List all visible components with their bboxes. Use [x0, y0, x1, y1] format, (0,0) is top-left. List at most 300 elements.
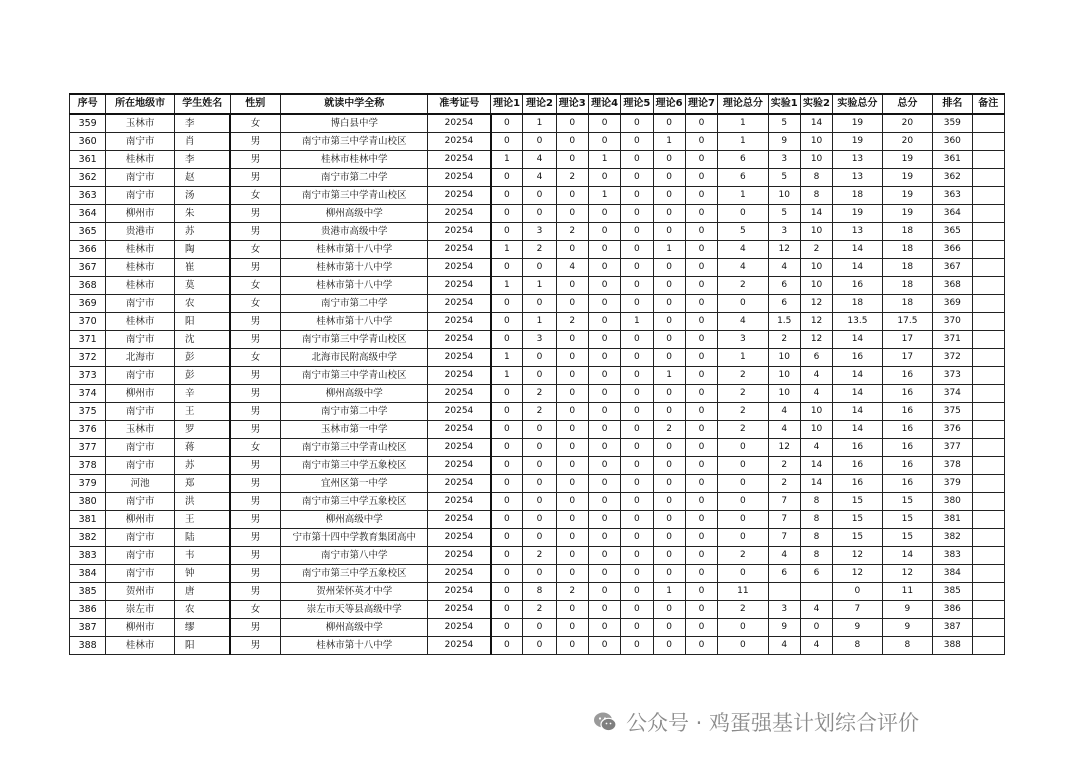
table-cell: 0 [588, 169, 620, 187]
table-cell: 0 [621, 205, 653, 223]
table-cell: 0 [491, 601, 523, 619]
table-cell: 0 [491, 205, 523, 223]
table-cell: 20254 [428, 619, 491, 637]
table-cell: 6 [718, 151, 768, 169]
table-cell: 15 [882, 511, 932, 529]
table-cell: 10 [768, 367, 800, 385]
table-row [70, 114, 1005, 133]
table-cell: 8 [800, 511, 832, 529]
table-cell: 柳州高级中学 [281, 511, 428, 529]
table-cell: 北海市民附高级中学 [281, 349, 428, 367]
table-cell: 陆 [175, 529, 231, 547]
table-cell: 1.5 [768, 313, 800, 331]
table-cell: 376 [70, 421, 106, 439]
table-cell: 2 [718, 385, 768, 403]
table-row [70, 583, 1005, 601]
table-cell: 17.5 [882, 313, 932, 331]
table-cell: 贺州荣怀英才中学 [281, 583, 428, 601]
table-cell: 1 [718, 349, 768, 367]
table-cell: 0 [653, 565, 685, 583]
table-cell: 380 [933, 493, 972, 511]
table-cell: 377 [70, 439, 106, 457]
table-cell: 0 [800, 619, 832, 637]
table-cell: 男 [230, 511, 280, 529]
table-cell: 14 [800, 475, 832, 493]
table-cell: 0 [491, 169, 523, 187]
table-cell: 0 [588, 637, 620, 655]
table-cell: 南宁市 [106, 169, 175, 187]
table-cell: 370 [70, 313, 106, 331]
table-cell: 崔 [175, 259, 231, 277]
table-cell: 0 [491, 475, 523, 493]
table-cell: 10 [800, 421, 832, 439]
table-cell: 1 [653, 133, 685, 151]
table-cell: 2 [768, 331, 800, 349]
table-cell: 360 [933, 133, 972, 151]
column-header: 理论总分 [718, 94, 768, 114]
table-cell: 4 [800, 367, 832, 385]
table-cell: 苏 [175, 223, 231, 241]
table-cell: 1 [653, 583, 685, 601]
table-cell [800, 583, 832, 601]
table-row [70, 367, 1005, 385]
table-cell: 9 [768, 133, 800, 151]
table-cell: 0 [556, 421, 588, 439]
column-header: 就读中学全称 [281, 94, 428, 114]
table-cell: 10 [800, 151, 832, 169]
table-cell: 12 [768, 241, 800, 259]
table-cell: 0 [653, 277, 685, 295]
table-row [70, 439, 1005, 457]
table-cell: 12 [800, 313, 832, 331]
table-cell: 19 [833, 205, 882, 223]
table-cell: 12 [800, 331, 832, 349]
table-cell: 20254 [428, 547, 491, 565]
table-cell: 0 [621, 457, 653, 475]
table-cell: 7 [768, 529, 800, 547]
table-cell: 3 [523, 223, 556, 241]
table-cell: 0 [685, 205, 717, 223]
table-row [70, 547, 1005, 565]
table-cell: 0 [588, 439, 620, 457]
table-cell: 男 [230, 493, 280, 511]
column-header: 备注 [972, 94, 1004, 114]
table-cell: 2 [768, 457, 800, 475]
table-cell: 20254 [428, 457, 491, 475]
table-cell: 0 [653, 114, 685, 133]
table-cell: 0 [491, 637, 523, 655]
table-cell: 13 [833, 169, 882, 187]
table-cell: 2 [523, 241, 556, 259]
table-cell: 南宁市 [106, 457, 175, 475]
table-cell: 364 [933, 205, 972, 223]
table-cell: 0 [653, 493, 685, 511]
table-cell: 钟 [175, 565, 231, 583]
table-cell: 0 [556, 349, 588, 367]
table-cell: 0 [588, 277, 620, 295]
table-cell: 0 [718, 457, 768, 475]
table-cell: 李 [175, 151, 231, 169]
table-cell: 0 [523, 637, 556, 655]
table-cell [972, 295, 1004, 313]
table-cell: 博白县中学 [281, 114, 428, 133]
table-cell: 0 [653, 205, 685, 223]
table-cell: 386 [70, 601, 106, 619]
table-cell: 8 [800, 169, 832, 187]
table-cell: 男 [230, 547, 280, 565]
table-cell: 13.5 [833, 313, 882, 331]
table-cell: 0 [523, 259, 556, 277]
table-cell: 382 [70, 529, 106, 547]
table-row [70, 205, 1005, 223]
table-cell: 2 [718, 547, 768, 565]
table-cell: 0 [556, 187, 588, 205]
table-cell: 南宁市 [106, 565, 175, 583]
table-cell: 4 [718, 259, 768, 277]
table-cell: 0 [588, 493, 620, 511]
table-cell: 李 [175, 114, 231, 133]
table-cell [972, 385, 1004, 403]
table-cell [972, 493, 1004, 511]
table-cell: 男 [230, 151, 280, 169]
table-cell: 0 [621, 385, 653, 403]
table-cell: 0 [588, 403, 620, 421]
table-cell: 10 [768, 187, 800, 205]
table-cell: 4 [523, 151, 556, 169]
table-cell [972, 349, 1004, 367]
table-cell: 19 [882, 187, 932, 205]
table-cell: 0 [588, 241, 620, 259]
table-cell: 2 [556, 169, 588, 187]
table-cell: 367 [70, 259, 106, 277]
table-cell: 2 [718, 601, 768, 619]
table-cell: 15 [833, 493, 882, 511]
table-cell: 0 [685, 367, 717, 385]
table-cell: 0 [685, 349, 717, 367]
table-row [70, 331, 1005, 349]
table-cell: 4 [768, 547, 800, 565]
table-cell: 肖 [175, 133, 231, 151]
table-cell: 10 [800, 133, 832, 151]
table-cell: 南宁市 [106, 133, 175, 151]
table-cell: 男 [230, 565, 280, 583]
table-cell: 0 [588, 421, 620, 439]
table-cell: 0 [523, 421, 556, 439]
table-cell: 368 [933, 277, 972, 295]
table-cell [972, 457, 1004, 475]
table-cell: 0 [653, 403, 685, 421]
table-cell: 男 [230, 367, 280, 385]
table-cell: 0 [685, 187, 717, 205]
table-cell: 0 [588, 511, 620, 529]
table-cell: 0 [653, 547, 685, 565]
column-header: 实验1 [768, 94, 800, 114]
table-row [70, 511, 1005, 529]
table-cell: 368 [70, 277, 106, 295]
table-cell: 0 [621, 403, 653, 421]
table-cell: 371 [70, 331, 106, 349]
table-cell: 5 [768, 114, 800, 133]
table-row [70, 349, 1005, 367]
table-cell: 0 [523, 439, 556, 457]
table-cell: 2 [556, 313, 588, 331]
table-cell: 2 [718, 403, 768, 421]
table-cell: 0 [491, 313, 523, 331]
table-cell: 0 [556, 403, 588, 421]
table-cell [972, 187, 1004, 205]
table-cell: 373 [70, 367, 106, 385]
table-cell: 朱 [175, 205, 231, 223]
table-cell: 2 [768, 475, 800, 493]
table-cell: 20254 [428, 187, 491, 205]
table-cell: 女 [230, 439, 280, 457]
table-cell: 12 [833, 565, 882, 583]
table-cell: 0 [621, 475, 653, 493]
table-cell: 11 [718, 583, 768, 601]
table-cell [972, 529, 1004, 547]
table-row [70, 295, 1005, 313]
table-cell: 9 [768, 619, 800, 637]
table-cell: 0 [685, 114, 717, 133]
table-cell: 南宁市 [106, 439, 175, 457]
column-header: 序号 [70, 94, 106, 114]
table-cell: 7 [768, 511, 800, 529]
table-cell [972, 547, 1004, 565]
table-body [70, 114, 1005, 655]
table-cell: 366 [933, 241, 972, 259]
table-cell: 0 [685, 619, 717, 637]
watermark [592, 706, 919, 738]
table-cell: 16 [882, 385, 932, 403]
table-cell: 16 [833, 475, 882, 493]
table-cell: 崇左市天等县高级中学 [281, 601, 428, 619]
table-cell: 0 [718, 529, 768, 547]
column-header: 性别 [230, 94, 280, 114]
table-cell: 0 [685, 511, 717, 529]
table-cell: 364 [70, 205, 106, 223]
table-row [70, 223, 1005, 241]
table-cell: 0 [653, 259, 685, 277]
table-cell: 0 [556, 331, 588, 349]
column-header: 理论4 [588, 94, 620, 114]
table-cell: 2 [523, 385, 556, 403]
table-cell: 15 [882, 529, 932, 547]
table-cell: 0 [653, 385, 685, 403]
table-cell: 苏 [175, 457, 231, 475]
table-cell: 0 [621, 169, 653, 187]
table-cell: 罗 [175, 421, 231, 439]
table-cell: 0 [491, 493, 523, 511]
table-cell: 0 [653, 637, 685, 655]
table-cell: 5 [768, 205, 800, 223]
table-cell: 0 [621, 349, 653, 367]
table-cell: 南宁市第二中学 [281, 169, 428, 187]
table-cell: 0 [523, 187, 556, 205]
table-cell: 0 [491, 295, 523, 313]
table-cell: 柳州高级中学 [281, 205, 428, 223]
column-header: 排名 [933, 94, 972, 114]
table-cell: 20254 [428, 241, 491, 259]
table-cell: 384 [70, 565, 106, 583]
table-cell: 18 [833, 295, 882, 313]
table-cell: 桂林市 [106, 151, 175, 169]
table-cell: 男 [230, 385, 280, 403]
table-cell: 0 [588, 529, 620, 547]
table-cell: 郑 [175, 475, 231, 493]
table-cell: 0 [685, 331, 717, 349]
table-cell: 0 [653, 529, 685, 547]
table-cell: 17 [882, 349, 932, 367]
table-cell: 0 [621, 223, 653, 241]
table-cell: 0 [491, 114, 523, 133]
table-cell: 0 [491, 583, 523, 601]
table-cell: 0 [523, 205, 556, 223]
table-cell: 0 [588, 547, 620, 565]
table-cell: 桂林市第十八中学 [281, 241, 428, 259]
table-cell: 20254 [428, 511, 491, 529]
column-header: 实验总分 [833, 94, 882, 114]
table-cell: 16 [882, 403, 932, 421]
table-cell: 0 [556, 114, 588, 133]
table-cell: 1 [523, 114, 556, 133]
table-cell: 0 [556, 133, 588, 151]
table-cell: 0 [621, 565, 653, 583]
table-cell: 20254 [428, 169, 491, 187]
table-cell: 农 [175, 295, 231, 313]
table-cell: 18 [882, 259, 932, 277]
table-cell: 0 [556, 601, 588, 619]
table-cell [972, 601, 1004, 619]
table-cell: 0 [718, 475, 768, 493]
table-cell [972, 114, 1004, 133]
table-cell: 0 [621, 331, 653, 349]
table-cell: 0 [556, 547, 588, 565]
table-cell [972, 151, 1004, 169]
table-cell: 男 [230, 403, 280, 421]
table-cell: 桂林市第十八中学 [281, 637, 428, 655]
table-cell: 16 [882, 475, 932, 493]
table-cell: 宁市第十四中学教育集团高中 [281, 529, 428, 547]
table-cell: 陶 [175, 241, 231, 259]
table-cell: 9 [833, 619, 882, 637]
table-row [70, 565, 1005, 583]
table-cell: 0 [491, 457, 523, 475]
table-cell: 370 [933, 313, 972, 331]
table-cell: 4 [768, 637, 800, 655]
table-cell: 378 [933, 457, 972, 475]
table-cell: 372 [70, 349, 106, 367]
table-cell: 0 [556, 439, 588, 457]
table-row [70, 169, 1005, 187]
table-cell: 4 [800, 439, 832, 457]
table-cell: 1 [588, 187, 620, 205]
table-cell: 13 [833, 151, 882, 169]
table-cell [972, 421, 1004, 439]
table-cell: 14 [833, 385, 882, 403]
table-cell: 0 [718, 493, 768, 511]
table-cell: 男 [230, 529, 280, 547]
table-cell: 0 [685, 133, 717, 151]
table-cell: 0 [523, 457, 556, 475]
table-cell: 14 [833, 403, 882, 421]
table-cell [972, 439, 1004, 457]
table-cell: 0 [621, 547, 653, 565]
table-cell: 0 [588, 259, 620, 277]
table-cell: 0 [653, 169, 685, 187]
table-cell: 0 [685, 169, 717, 187]
table-cell: 4 [718, 313, 768, 331]
table-cell: 20254 [428, 295, 491, 313]
table-cell: 男 [230, 457, 280, 475]
table-cell: 0 [685, 151, 717, 169]
table-cell: 0 [588, 331, 620, 349]
table-cell: 8 [833, 637, 882, 655]
table-cell: 19 [882, 169, 932, 187]
table-cell: 0 [685, 277, 717, 295]
table-cell: 0 [718, 205, 768, 223]
table-cell: 0 [588, 205, 620, 223]
table-cell: 桂林市 [106, 241, 175, 259]
table-cell: 382 [933, 529, 972, 547]
table-cell: 0 [588, 313, 620, 331]
table-cell: 1 [491, 241, 523, 259]
table-cell: 0 [523, 367, 556, 385]
table-cell: 12 [800, 295, 832, 313]
table-cell: 0 [556, 565, 588, 583]
table-cell: 0 [621, 439, 653, 457]
table-cell: 16 [833, 439, 882, 457]
table-row [70, 475, 1005, 493]
table-cell: 0 [685, 313, 717, 331]
table-cell: 19 [882, 151, 932, 169]
table-cell: 0 [556, 205, 588, 223]
table-row [70, 421, 1005, 439]
table-header-row [70, 94, 1005, 114]
table-cell: 洪 [175, 493, 231, 511]
table-cell: 5 [718, 223, 768, 241]
table-cell: 唐 [175, 583, 231, 601]
table-cell: 367 [933, 259, 972, 277]
table-cell: 4 [768, 421, 800, 439]
table-cell: 20254 [428, 259, 491, 277]
table-cell: 361 [933, 151, 972, 169]
table-cell: 20254 [428, 223, 491, 241]
table-cell: 14 [800, 114, 832, 133]
table-cell: 2 [556, 583, 588, 601]
table-cell: 20254 [428, 493, 491, 511]
table-cell: 0 [653, 187, 685, 205]
table-cell: 387 [70, 619, 106, 637]
table-cell: 10 [800, 277, 832, 295]
table-cell: 0 [621, 114, 653, 133]
table-cell: 0 [685, 457, 717, 475]
table-cell: 女 [230, 277, 280, 295]
table-cell: 柳州市 [106, 385, 175, 403]
table-cell: 男 [230, 133, 280, 151]
table-cell: 383 [933, 547, 972, 565]
table-cell: 14 [833, 241, 882, 259]
table-cell: 2 [718, 421, 768, 439]
table-cell: 383 [70, 547, 106, 565]
table-cell: 柳州高级中学 [281, 385, 428, 403]
table-cell: 0 [621, 367, 653, 385]
table-cell: 20254 [428, 421, 491, 439]
table-cell: 玉林市第一中学 [281, 421, 428, 439]
table-cell: 0 [556, 295, 588, 313]
table-row [70, 637, 1005, 655]
table-row [70, 133, 1005, 151]
table-cell: 0 [491, 565, 523, 583]
